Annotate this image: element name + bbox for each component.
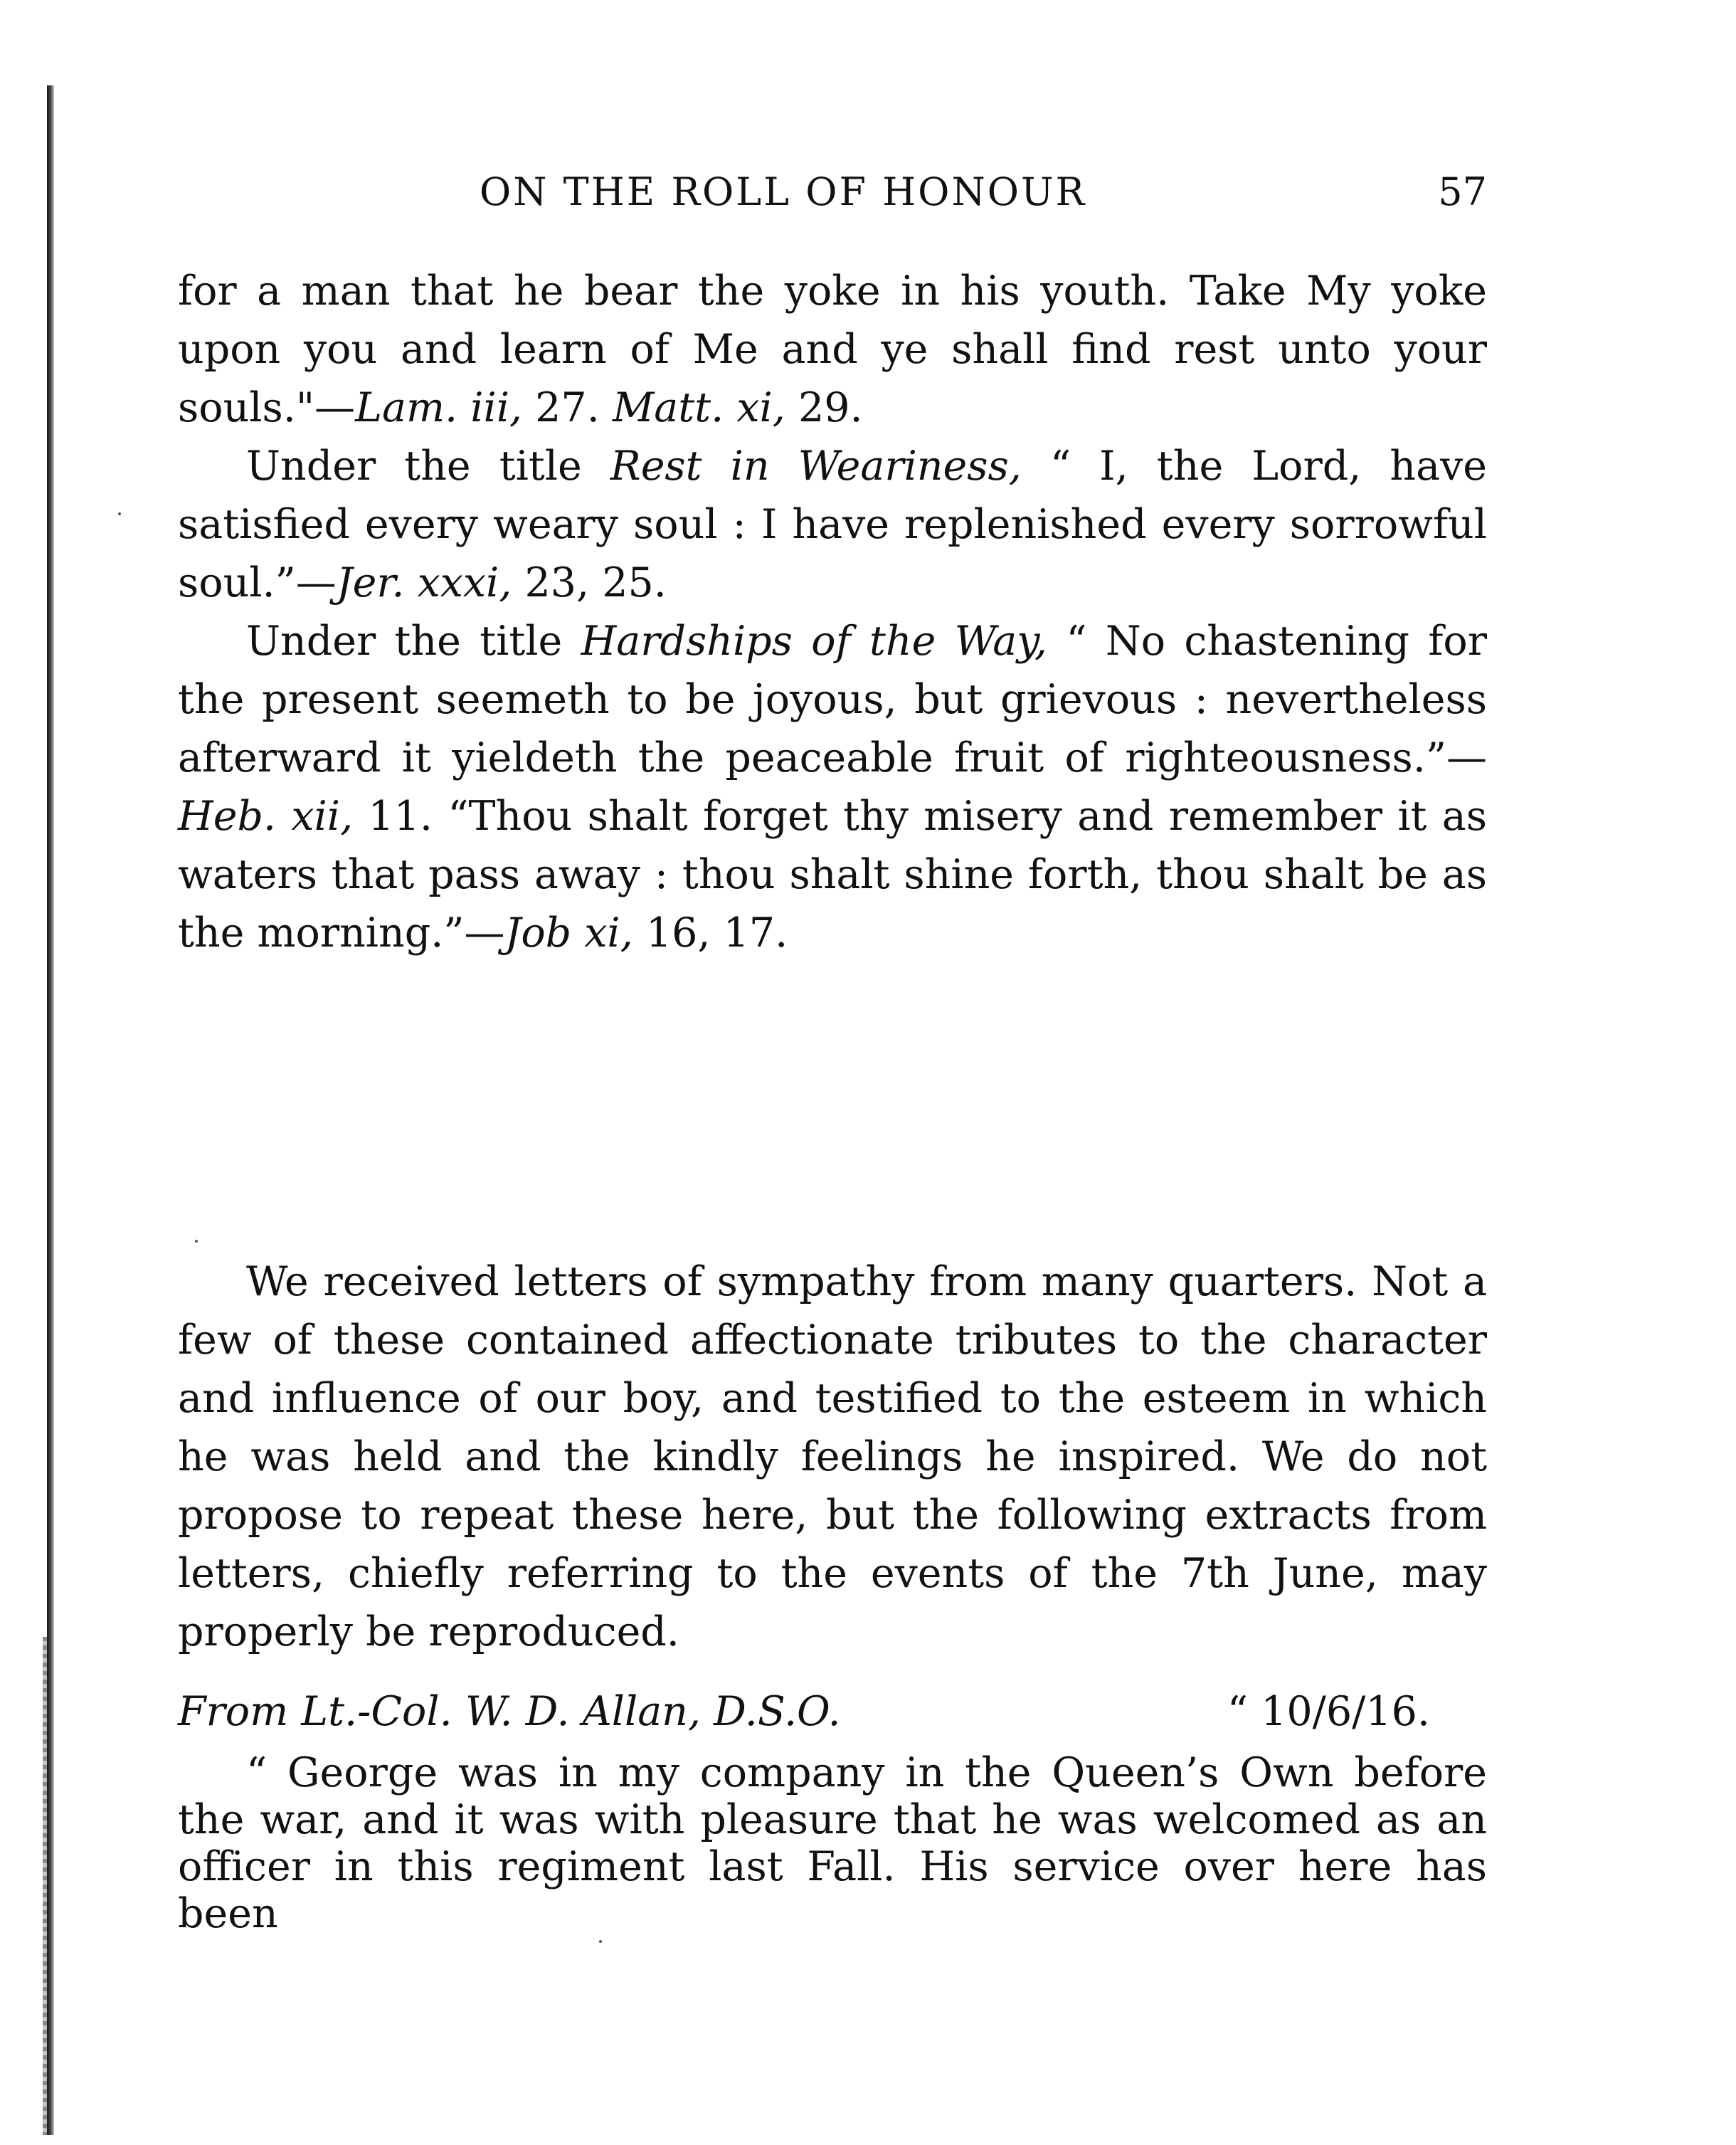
reference-job: Job xi, [504,910,633,956]
page-header [178,169,1487,226]
paragraph-rest-in-weariness: Under the title Rest in Weariness, “ I, the Lord, have satisfied every weary soul : I have replenished every sorrowful soul.”—Jer. xxxi, 23, 25. [178,443,1487,606]
sympathy-letters-intro [178,1253,1487,1661]
paragraph-letters-of-sympathy: We received letters of sympathy from many quarters. Not a few of these contained affectionate tributes to the character and influence of our boy, and testified to the esteem in which he was held and the kindly feelings he inspired. We do not propose to repeat these here, but the following extracts from letters, chiefly referring to the events of the 7th June, may properly be reproduced. [178,1258,1487,1655]
letter-from: From Lt.-Col. W. D. Allan, D.S.O. [178,1688,841,1735]
letter-body [178,1749,1487,1937]
letter-heading [178,1688,1430,1745]
reference-heb: Heb. xii, [178,793,354,840]
page-number: 57 [1438,169,1487,214]
title-rest-in-weariness: Rest in Weariness, [610,443,1022,490]
speck [599,1940,602,1943]
scripture-quotes [178,262,1487,962]
running-title: ON THE ROLL OF HONOUR [480,169,1087,214]
reference-lam: Lam. iii, [355,384,523,431]
title-hardships-of-the-way: Hardships of the Way, [581,618,1048,665]
book-binding-edge-lower [43,1637,47,2135]
reference-jer: Jer. xxxi, [336,559,512,606]
reference-matt: Matt. xi, [612,384,785,431]
letter-date: “ 10/6/16. [1227,1688,1430,1735]
paragraph-yoke: for a man that he bear the yoke in his youth. Take My yoke upon you and learn of Me and ye shall find rest unto your souls."—Lam. iii, 27. Matt. xi, 29. [178,268,1487,431]
speck [118,512,121,515]
paragraph-letter-allan: “ George was in my company in the Queen’s Own before the war, and it was with pleasure that he was welcomed as an officer in this regiment last Fall. His service over here has been [178,1749,1487,1937]
speck [195,1240,198,1243]
paragraph-hardships-of-the-way: Under the title Hardships of the Way, “ No chastening for the present seemeth to be joyous, but grievous : nevertheless afterward it yieldeth the peaceable fruit of righteousness.”—Heb. xii, 11. “Thou shalt forget thy misery and remember it as waters that pass away : thou shalt shine forth, thou shalt be as the morning.”—Job xi, 16, 17. [178,618,1488,956]
book-binding-edge [47,85,54,2135]
